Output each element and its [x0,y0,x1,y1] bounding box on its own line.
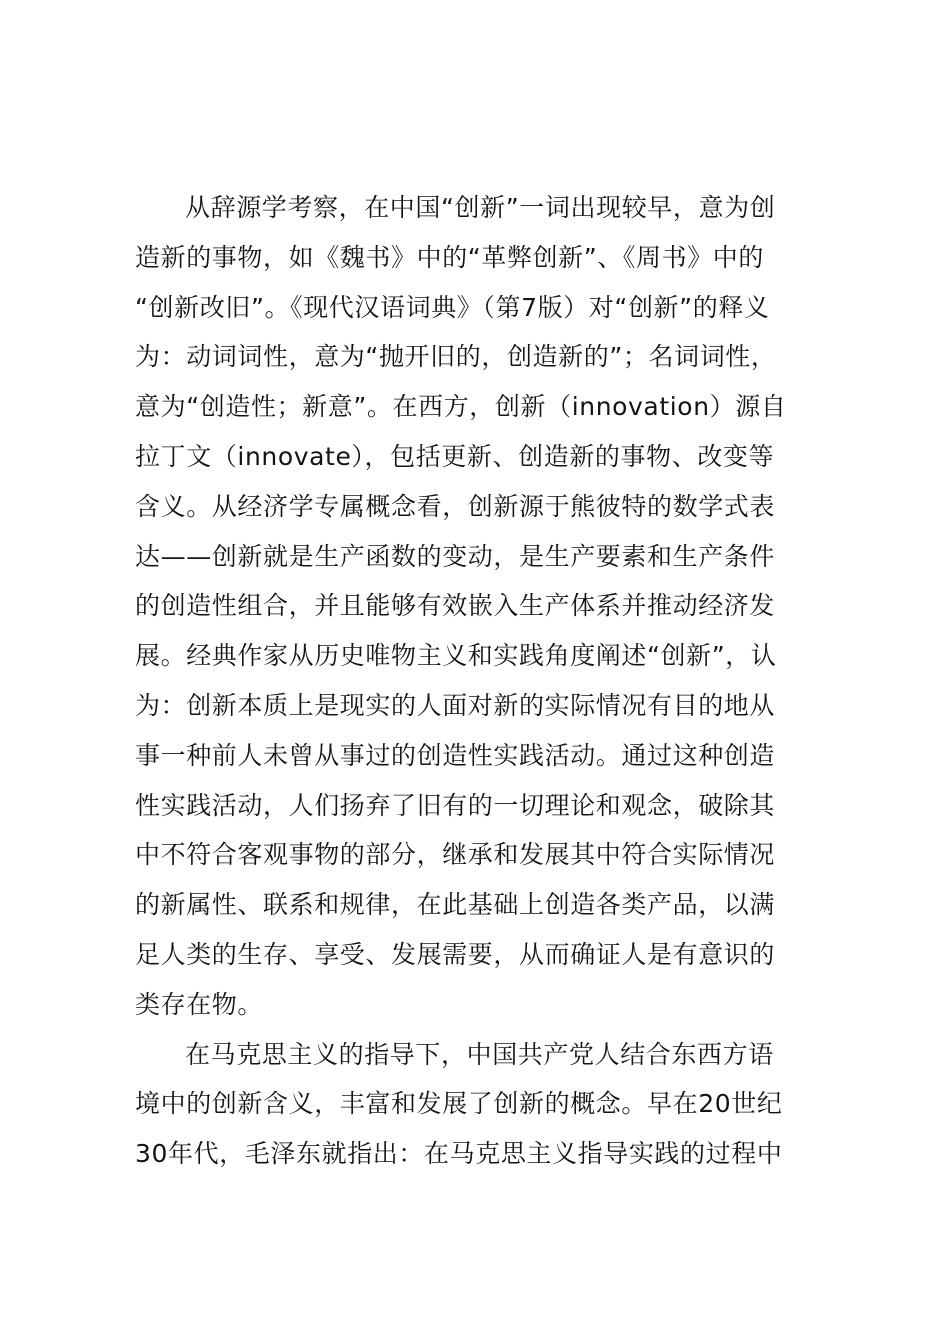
text-line: 为：动词词性，意为“抛开旧的，创造新的”；名词词性， [135,342,777,372]
text-line: 在马克思主义的指导下，中国共产党人结合东西方语 [185,1039,774,1069]
text-line: 为：创新本质上是现实的人面对新的实际情况有目的地从 [135,690,776,720]
text-line: 的新属性、联系和规律，在此基础上创造各类产品，以满 [135,890,776,920]
text-line: 境中的创新含义，丰富和发展了创新的概念。早在20世纪 [135,1089,783,1119]
text-line: 造新的事物，如《魏书》中的“革弊创新”、《周书》中的 [135,242,765,272]
text-line: 中不符合客观事物的部分，继承和发展其中符合实际情况 [135,840,776,870]
text-line: 含义。从经济学专属概念看，创新源于熊彼特的数学式表 [135,491,776,521]
text-line: 展。经典作家从历史唯物主义和实践角度阐述“创新”，认 [135,641,777,671]
text-line: 达——创新就是生产函数的变动，是生产要素和生产条件 [135,541,776,571]
paragraph-etymology [135,183,850,1030]
text-line: 从辞源学考察，在中国“创新”一词出现较早，意为创 [185,193,776,222]
paragraph-marxism [135,1030,850,1179]
body-text [135,183,850,1179]
text-line: 的创造性组合，并且能够有效嵌入生产体系并推动经济发 [135,591,776,621]
text-line: 类存在物。 [135,989,264,1019]
text-line: 性实践活动，人们扬弃了旧有的一切理论和观念，破除其 [135,790,776,820]
text-line: “创新改旧”。《现代汉语词典》（第7版）对“创新”的释义 [135,292,770,322]
text-line: 事一种前人未曾从事过的创造性实践活动。通过这种创造 [135,740,776,770]
text-line: 拉丁文（innovate），包括更新、创造新的事物、改变等 [135,441,775,471]
text-line: 意为“创造性；新意”。在西方，创新（innovation）源自 [135,392,787,422]
text-line: 30年代，毛泽东就指出：在马克思主义指导实践的过程中 [135,1139,783,1169]
text-line: 足人类的生存、享受、发展需要，从而确证人是有意识的 [135,939,776,969]
